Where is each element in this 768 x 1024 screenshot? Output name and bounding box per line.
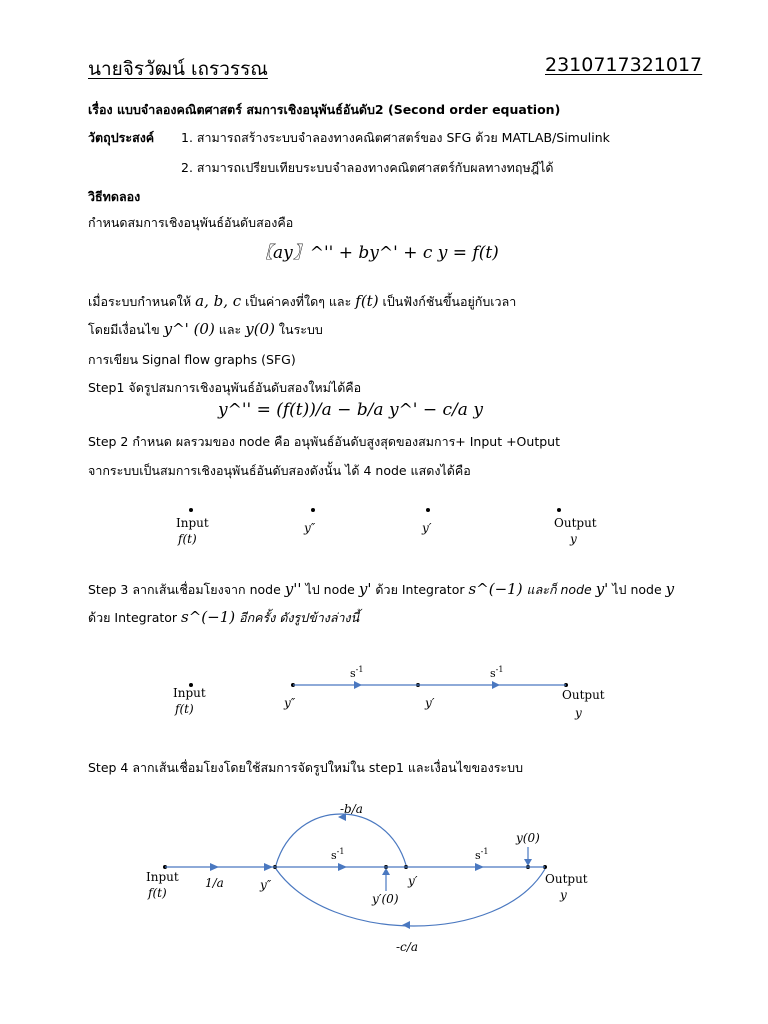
integrator-diagram [0, 655, 768, 725]
intro-text: กำหนดสมการเชิงอนุพันธ์อันดับสองคือ [88, 215, 294, 230]
d2-ydd-label: y″ [284, 696, 296, 710]
step3-text-c: ด้วย Integrator [371, 582, 469, 597]
node-ydd [311, 508, 315, 512]
step2-line2: จากระบบเป็นสมการเชิงอนุพันธ์อันดับสองดังนั้น ได้ 4 node แสดงได้คือ [88, 463, 471, 478]
d1-ft-label: f(t) [178, 532, 197, 546]
para1-abc: a, b, c [195, 292, 242, 310]
student-id: 2310717321017 [545, 54, 703, 76]
d2-gain2: $s^{-1}$ [490, 665, 504, 680]
d3-arrow-yd0 [382, 868, 390, 875]
step3-line2-a: ด้วย Integrator [88, 610, 182, 625]
para2-text-a: โดยมีเงื่อนไข [88, 322, 164, 337]
objectives-label: วัตถุประสงค์ [88, 130, 155, 145]
d3-ft-label: f(t) [148, 886, 167, 900]
d2-yd-label: y′ [425, 696, 435, 710]
d3-yd-label: y′ [408, 874, 418, 888]
topic-line: เรื่อง แบบจำลองคณิตศาสตร์ สมการเชิงอนุพันธ์อันดับ2 (Second order equation) [88, 102, 561, 117]
d3-output-label: Output [545, 872, 588, 886]
d3-y0-label: y(0) [516, 831, 540, 845]
equation-2: y^'' = (f(t))/a − b/a y^' − c/a y [218, 400, 483, 420]
objective-1: 1. สามารถสร้างระบบจำลองทางคณิตศาสตร์ของ SFG ด้วย MATLAB/Simulink [181, 130, 610, 145]
step3-y: y [665, 580, 675, 598]
para2-text-b: และ [214, 322, 246, 337]
d2-arrow-2 [492, 681, 500, 689]
step3-text-b: ไป node [301, 582, 359, 597]
d3-y-label: y [560, 888, 567, 902]
node-yd [426, 508, 430, 512]
sfg-diagram [0, 795, 768, 970]
paragraph-conditions [88, 320, 323, 340]
step3-text-a: Step 3 ลากเส้นเชื่อมโยงจาก node [88, 582, 285, 597]
para2-text-c: ในระบบ [274, 322, 323, 337]
step3-ydd: y'' [284, 580, 302, 598]
step3-yd: y' [358, 580, 372, 598]
d1-y-label: y [570, 532, 577, 546]
d3-gain-ba: -b/a [340, 802, 363, 816]
d3-yd0-label: y′(0) [372, 892, 399, 906]
para1-ft: f(t) [355, 292, 379, 310]
method-label: วิธีทดลอง [88, 189, 141, 204]
d2-ft-label: f(t) [175, 702, 194, 716]
step1-text: Step1 จัดรูปสมการเชิงอนุพันธ์อันดับสองใหม่ได้คือ [88, 380, 362, 395]
d3-gain-1a: 1/a [205, 876, 224, 890]
node-output [557, 508, 561, 512]
step2-line1: Step 2 กำหนด ผลรวมของ node คือ อนุพันธ์อันดับสูงสุดของสมการ+ Input +Output [88, 434, 560, 449]
para1-text-b: เป็นค่าคงที่ใดๆ และ [241, 294, 356, 309]
paragraph-constants [88, 292, 516, 312]
d2-input-label: Input [173, 686, 206, 700]
para2-y0: y(0) [245, 320, 275, 338]
para1-text-c: เป็นฟังก์ชันขึ้นอยู่กับเวลา [378, 294, 517, 309]
d2-arrow-1 [354, 681, 362, 689]
d3-feedback-b [276, 814, 406, 865]
student-name: นายจิรวัฒน์ เถรวรรณ [88, 58, 268, 80]
equation-1: 〖ay〗^'' + by^' + c y = f(t) [256, 243, 499, 263]
d1-input-label: Input [176, 516, 209, 530]
d3-arrow-y0 [524, 859, 532, 866]
step3-text-e: ไป node [608, 582, 666, 597]
d1-ydd-label: y″ [304, 521, 316, 535]
d3-gain-s1: $s^{-1}$ [331, 847, 345, 862]
d3-arrow-input [210, 863, 219, 871]
step3-s2: s^(−1) [181, 608, 236, 626]
d1-yd-label: y′ [422, 521, 432, 535]
objective-2: 2. สามารถเปรียบเทียบระบบจำลองทางคณิตศาสตร์กับผลทางทฤษฎีได้ [181, 160, 554, 175]
d3-arrow-s1 [338, 863, 347, 871]
step4-text: Step 4 ลากเส้นเชื่อมโยงโดยใช้สมการจัดรูปใหม่ใน step1 และเงื่อนไขของระบบ [88, 760, 524, 775]
step3-line2 [88, 608, 359, 628]
para2-y0p: y^' (0) [163, 320, 215, 338]
d2-y-label: y [575, 706, 582, 720]
d3-input-label: Input [146, 870, 179, 884]
d3-arrow-into-ydd [264, 863, 273, 871]
d2-output-label: Output [562, 688, 605, 702]
step3-s1: s^(−1) [468, 580, 523, 598]
d3-arrow-feedback-c [402, 921, 410, 929]
step3-yd2: y' [595, 580, 609, 598]
node-input [189, 508, 193, 512]
step3-line2-b: อีกครั้ง ดังรูปข้างล่างนี้ [235, 610, 360, 625]
d2-gain1: $s^{-1}$ [350, 665, 364, 680]
step3-line1 [88, 580, 674, 600]
para1-text-a: เมื่อระบบกำหนดให้ [88, 294, 196, 309]
d3-gain-s2: $s^{-1}$ [475, 847, 489, 862]
d1-output-label: Output [554, 516, 597, 530]
sfg-line: การเขียน Signal flow graphs (SFG) [88, 352, 296, 367]
d3-ydd-label: y″ [260, 878, 272, 892]
d3-arrow-s2 [475, 863, 484, 871]
step3-text-d: และก็ node [522, 582, 596, 597]
node-diagram [0, 495, 768, 555]
d3-gain-ca: -c/a [396, 940, 418, 954]
